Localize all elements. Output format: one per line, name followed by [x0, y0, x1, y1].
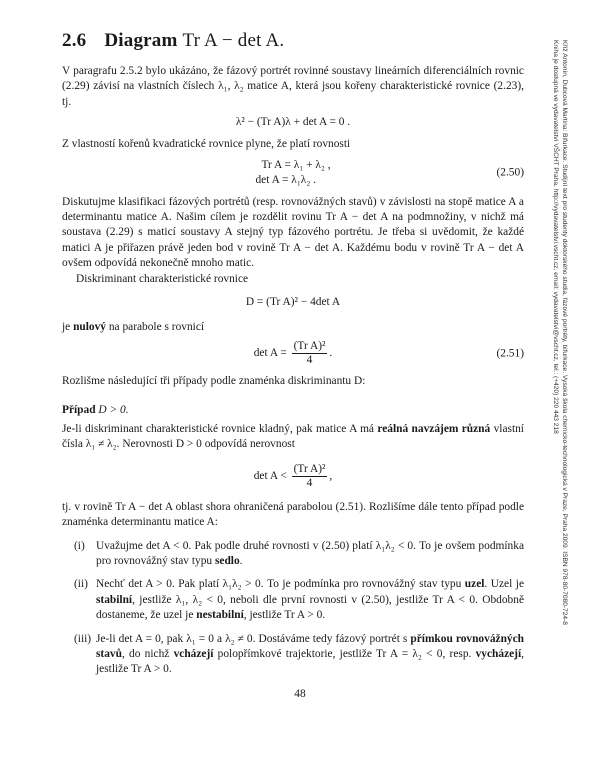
equation-inequality-lhs: det A <: [253, 469, 287, 482]
equation-2-50-line1: Tr A = λ₁ + λ₂ ,: [261, 158, 331, 171]
case-text: , jestliže λ₁, λ₂ < 0, neboli dle první rovnosti v (2.50), jestliže Tr A < 0. Obdobně dostaneme, že uzel je: [96, 593, 524, 622]
case-label: Případ: [62, 403, 96, 416]
equation-2-51-fraction: [292, 340, 328, 367]
equation-discriminant-text: D = (Tr A)² − 4det A: [245, 296, 341, 309]
parabola-pre: je: [62, 321, 74, 334]
case-text: .: [239, 554, 243, 567]
paragraph-parabola: [62, 320, 524, 335]
equation-discriminant: [62, 295, 524, 310]
paragraph-classification: Diskutujme klasifikaci fázových portrétů (resp. rovnovážných stavů) v závislosti na stopě matice A a determinantu matice A. Našim cílem je rozdělit rovinu Tr A − det A na podmnožiny, v nichž má soustava (2.29) s maticí soustavy A stejný typ fázového portrétu. Je třeba si uvědomit, že každé matici A je přiřazen právě jeden bod v rovině Tr A − det A. Každému bodu v rovině Tr A − det A ovšem odpovídá nekonečně mnoho matic.: [62, 195, 524, 270]
section-title-math: Tr A − det A.: [182, 30, 285, 51]
case-text: Uvažujme det A < 0. Pak podle druhé rovnosti v (2.50) platí λ₁λ₂ < 0. To je ovšem podmínka pro rovnovážný stav typu: [96, 539, 524, 567]
sidebar-line-1: Kříž Antonín, Dubcová Martina: Bifurkace. Studijní text pro studenty doktorského studia, fázové portréty, bifurkace. Vysoká škola chemicko-technologická v Praze, Praha 2009. ISBN 978-80-7080-724-8: [561, 40, 568, 625]
paragraph-three-cases: Rozlišme následující tři případy podle znaménka diskriminantu D:: [62, 375, 366, 388]
case-text: , jestliže Tr A > 0.: [96, 647, 524, 676]
equation-inequality-denominator: 4: [306, 476, 313, 489]
case-bold: sedlo: [214, 554, 240, 567]
case-bold: uzel: [464, 578, 485, 591]
case-bold: vycházejí: [475, 647, 522, 660]
paragraph-discriminant: Diskriminant charakteristické rovnice: [76, 272, 249, 285]
equation-2-51-lhs: det A =: [253, 347, 287, 360]
case-bold: vcházejí: [173, 647, 214, 660]
paragraph-intro: V paragrafu 2.5.2 bylo ukázáno, že fázový portrét rovinné soustavy lineárních diferenciálních rovnic (2.29) závisí na vlastních číslech λ₁, λ₂ matice A, která jsou kořeny charakteristické rovnice (2.23), tj.: [62, 65, 524, 108]
list-marker: (i): [74, 539, 85, 552]
equation-characteristic: [62, 115, 524, 130]
equation-2-50-line2: det A = λ₁λ₂ .: [255, 173, 316, 186]
equation-2-51-tag: (2.51): [496, 347, 524, 360]
equation-inequality-numerator: (Tr A)²: [293, 462, 326, 475]
section-heading: [62, 30, 524, 52]
case-text: , jestliže Tr A > 0.: [243, 609, 326, 622]
equation-2-51-denominator: 4: [306, 354, 313, 367]
sidebar-line-2: Kniha je dostupná ve vydavatelství VŠCHT Praha, http://vydavatelstvi.vscht.cz, email: vydavatelstvi@vscht.cz, tel.: (+420) 220 443 218: [552, 40, 559, 434]
equation-characteristic-text: λ² − (Tr A)λ + det A = 0 .: [235, 116, 351, 129]
copyright-sidebar: [543, 40, 569, 720]
case-text: polopřímkové trajektorie, jestliže Tr A = λ₂ < 0, resp.: [213, 647, 476, 660]
page-number: 48: [294, 688, 306, 700]
case-text: , do nichž: [121, 647, 174, 660]
positive-discriminant-text-b: vlastní čísla λ₁ ≠ λ₂. Nerovnosti D > 0 odpovídá nerovnost: [62, 422, 524, 451]
paragraph-positive-discriminant: [62, 422, 524, 453]
equation-inequality-fraction: [292, 463, 328, 490]
list-marker: (iii): [74, 632, 92, 645]
equation-inequality: det A < $\frac{\text{(Tr A)²}}{4}$ ,: [253, 462, 333, 489]
case-list: [62, 539, 524, 678]
list-item: [62, 539, 524, 570]
positive-discriminant-bold: reálná navzájem různá: [377, 422, 491, 435]
equation-2-50: [62, 158, 524, 188]
paragraph-roots: Z vlastností kořenů kvadratické rovnice plyne, že platí rovnosti: [62, 138, 351, 151]
case-text: Nechť det A > 0. Pak platí λ₁λ₂ > 0. To je podmínka pro rovnovážný stav typu: [96, 578, 465, 591]
list-item: [62, 577, 524, 623]
parabola-bold: nulový: [73, 321, 106, 334]
case-text: Je-li det A = 0, pak λ₁ = 0 a λ₂ ≠ 0. Dostáváme tedy fázový portrét s: [96, 632, 411, 645]
section-title: Diagram: [104, 30, 178, 51]
positive-discriminant-text-a: Je-li diskriminant charakteristické rovnice kladný, pak matice A má: [62, 422, 378, 435]
list-item: [62, 632, 524, 678]
equation-2-51: det A = $\frac{\text{(Tr A)²}}{4}$ . (2.51): [253, 340, 524, 367]
case-bold: stabilní: [96, 593, 133, 606]
case-bold: přímkou rovnovážných stavů: [96, 632, 524, 660]
case-bold: nestabilní: [196, 609, 244, 622]
paragraph-region: tj. v rovině Tr A − det A oblast shora ohraničená parabolou (2.51). Rozlišíme dále tento případ podle znaménka determinantu matice A:: [62, 500, 524, 529]
case-condition: D > 0.: [98, 403, 129, 416]
section-number: 2.6: [62, 30, 87, 51]
equation-2-51-numerator: (Tr A)²: [293, 340, 326, 353]
case-heading: [62, 404, 524, 416]
parabola-post: na parabole s rovnicí: [106, 321, 205, 334]
equation-2-50-tag: (2.50): [496, 166, 524, 179]
list-marker: (ii): [74, 578, 88, 591]
page-content: [62, 30, 524, 686]
case-text: . Uzel je: [484, 578, 524, 591]
